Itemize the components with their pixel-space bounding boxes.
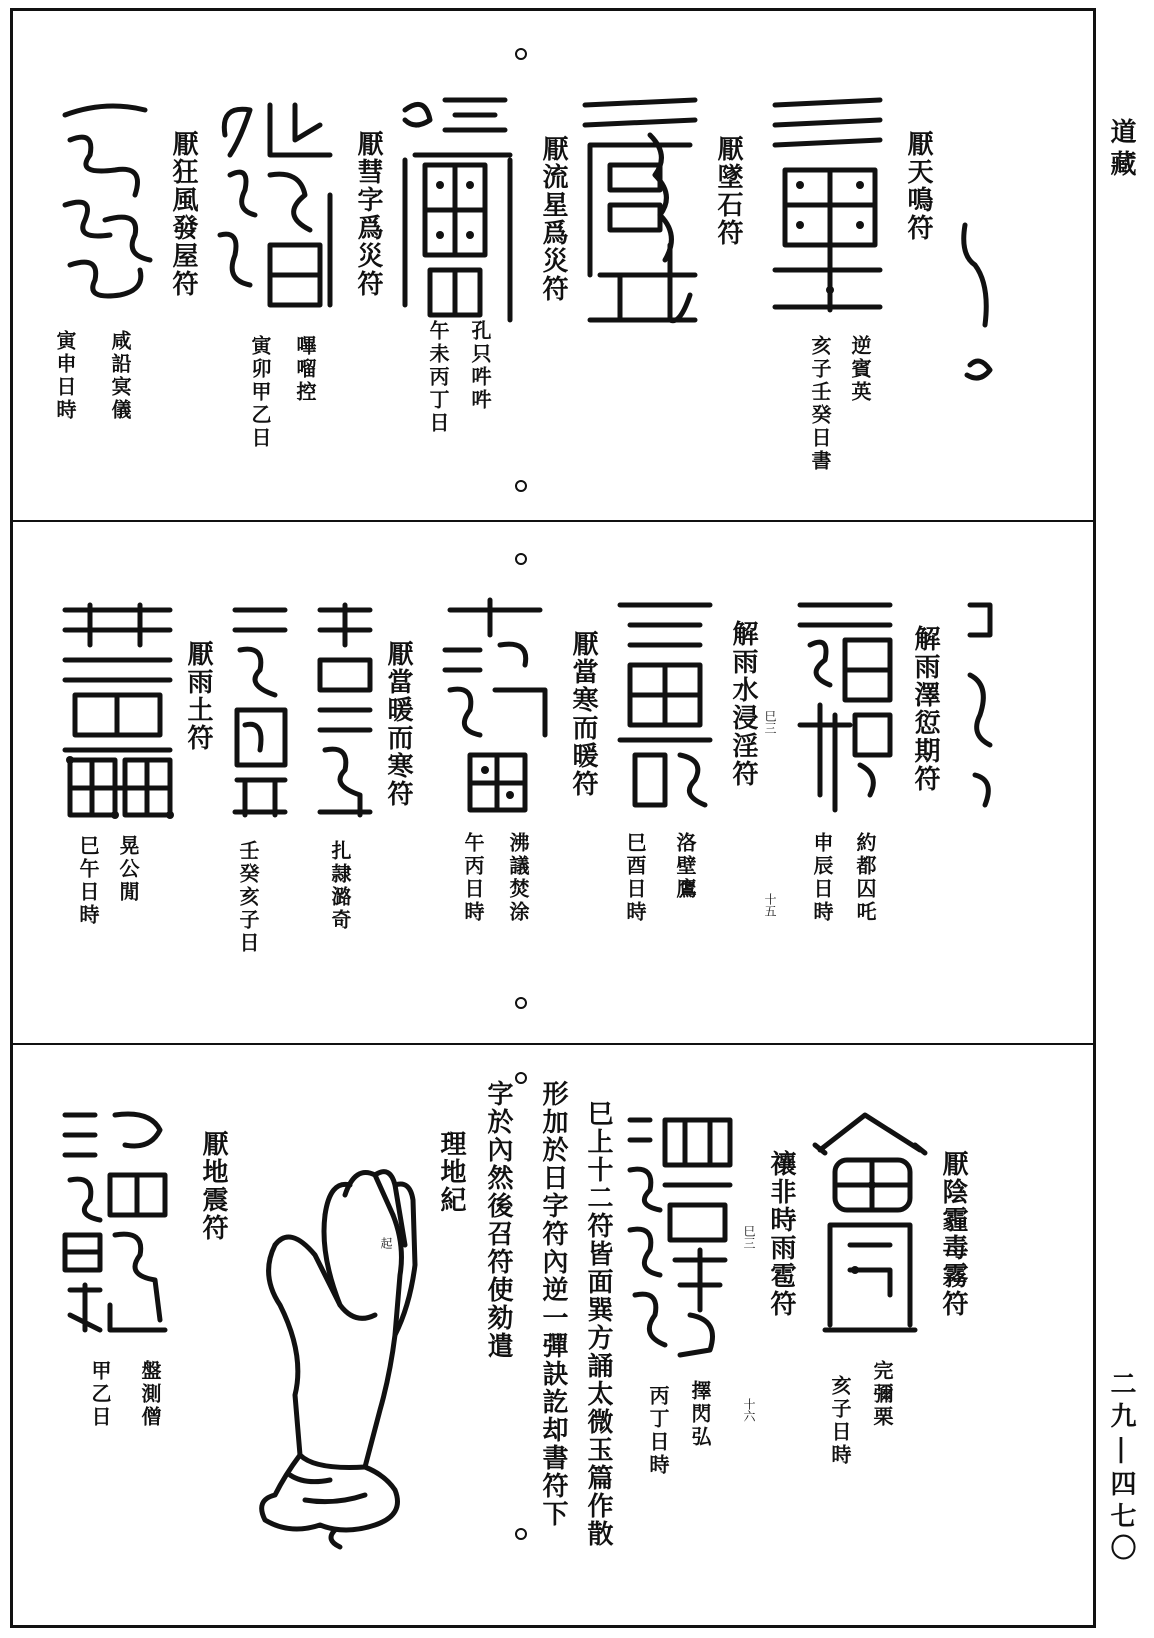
talisman-glyph <box>430 595 560 820</box>
instruction-line: 字於內然後召符使劾遣 <box>483 1080 513 1360</box>
timing-note: 寅卯甲乙日 <box>248 335 272 450</box>
incantation-text: 約都囚吒 <box>853 832 877 924</box>
talisman-glyph <box>395 90 520 325</box>
incantation-text: 晃公閒 <box>116 835 140 904</box>
talisman-stroke-glyph <box>955 215 995 385</box>
talisman-glyph <box>55 1105 180 1340</box>
talisman-glyph <box>810 1105 930 1340</box>
incantation-text: 洛壁鷹 <box>673 832 697 901</box>
talisman-glyph <box>55 95 155 310</box>
timing-note: 亥子日時 <box>828 1375 852 1467</box>
talisman-glyph <box>580 95 705 330</box>
talisman-title: 解雨澤愆期符 <box>910 625 940 793</box>
timing-note: 寅申日時 <box>53 330 77 422</box>
page-circle-mark <box>515 1072 527 1084</box>
section-marker: 十六 <box>742 1398 756 1422</box>
page-circle-mark <box>515 48 527 60</box>
talisman-glyph <box>55 600 180 825</box>
incantation-text: 逆賓英 <box>848 335 872 404</box>
talisman-title: 厭地震符 <box>198 1130 228 1242</box>
timing-note: 壬癸亥子日 <box>236 840 260 955</box>
page-circle-mark <box>515 997 527 1009</box>
talisman-title: 厭墜石符 <box>713 135 743 247</box>
incantation-text: 扎隷潞奇 <box>328 840 352 932</box>
talisman-glyph <box>310 600 380 820</box>
incantation-text: 盤測僧 <box>138 1360 162 1429</box>
talisman-title: 解雨水浸淫符 <box>728 620 758 788</box>
talisman-glyph <box>620 1110 740 1365</box>
incantation-text: 嗶𠺕控 <box>293 335 317 404</box>
talisman-title: 厭當暖而寒符 <box>383 640 413 808</box>
talisman-title: 厭流星爲災符 <box>538 135 568 303</box>
talisman-title: 厭當寒而暖符 <box>568 630 598 798</box>
timing-note: 午未丙丁日 <box>426 320 450 435</box>
incantation-text: 擇閃弘 <box>688 1380 712 1449</box>
talisman-glyph <box>225 600 295 820</box>
section-marker: 十五 <box>763 893 777 917</box>
talisman-glyph <box>610 595 720 820</box>
collection-title: 道藏 <box>1106 118 1136 182</box>
timing-note: 丙丁日時 <box>646 1385 670 1477</box>
instruction-line: 形加於日字符內逆一彈訣訖却書符下 <box>538 1080 568 1528</box>
talisman-title: 厭狂風發屋符 <box>168 130 198 298</box>
section-marker: 巳三 <box>763 710 777 734</box>
page-circle-mark <box>515 480 527 492</box>
incantation-text: 咸䛇㝠儀 <box>108 330 132 422</box>
hand-mudra-illustration <box>245 1155 445 1550</box>
talisman-glyph <box>210 95 345 320</box>
page-circle-mark <box>515 553 527 565</box>
timing-note: 巳午日時 <box>76 835 100 927</box>
talisman-glyph <box>790 595 905 820</box>
talisman-title: 禳非時雨雹符 <box>766 1150 796 1318</box>
talisman-title: 厭陰霾毒霧符 <box>938 1150 968 1318</box>
timing-note: 亥子壬癸日書 <box>808 335 832 473</box>
section-marker: 巳三 <box>742 1225 756 1249</box>
incantation-text: 沸議焚涂 <box>506 832 530 924</box>
talisman-title: 厭雨土符 <box>183 640 213 752</box>
panel-divider <box>10 1043 1096 1045</box>
instruction-line: 理地紀 <box>436 1130 466 1214</box>
incantation-text: 完彌栗 <box>870 1360 894 1429</box>
panel-divider <box>10 520 1096 522</box>
timing-note: 申辰日時 <box>810 832 834 924</box>
instruction-line: 巳上十二符皆面巽方誦太微玉篇作散 <box>583 1100 613 1548</box>
talisman-stroke-glyph <box>960 595 1000 810</box>
hand-label: 起 <box>379 1237 393 1249</box>
talisman-title: 厭彗字爲災符 <box>353 130 383 298</box>
page-number: 二九|四七〇 <box>1106 1370 1136 1566</box>
timing-note: 午丙日時 <box>461 832 485 924</box>
timing-note: 甲乙日 <box>88 1360 112 1429</box>
timing-note: 巳酉日時 <box>623 832 647 924</box>
talisman-glyph <box>770 95 890 315</box>
incantation-text: 孔只吽吽 <box>468 320 492 412</box>
page-circle-mark <box>515 1528 527 1540</box>
talisman-title: 厭天鳴符 <box>903 130 933 242</box>
